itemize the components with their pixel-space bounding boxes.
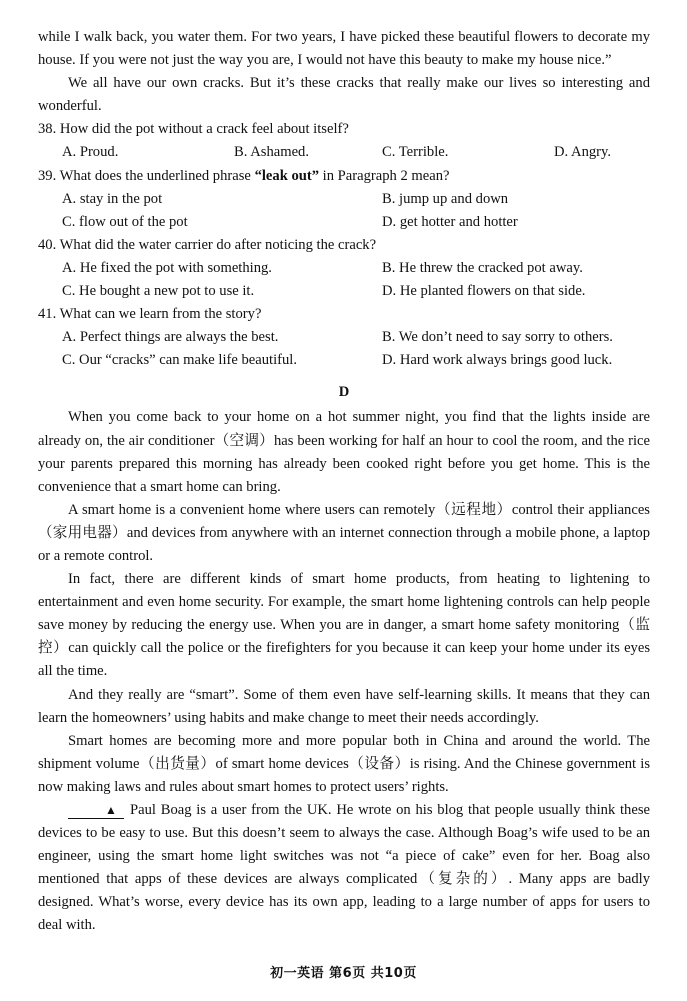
option-a: A. He fixed the pot with something.	[62, 259, 272, 276]
stem-after: in Paragraph 2 mean?	[319, 167, 450, 184]
stem-phrase: “leak out”	[254, 167, 320, 184]
option-a: A. Perfect things are always the best.	[62, 329, 279, 346]
option-c: C. He bought a new pot to use it.	[62, 283, 255, 300]
option-d: D. Angry.	[554, 144, 612, 161]
question-stem	[38, 165, 650, 188]
paragraph-1: When you come back to your home on a hot summer night, you find that the lights inside are already on, the air conditioner（空调）has been working for half an hour to cool the room, and the rice your parents prepared this morning has already been cooked right before you get home. This is the convenience that a smart home can bring.	[38, 409, 650, 495]
question-stem: 40. What did the water carrier do after noticing the crack?	[38, 236, 377, 253]
option-b: B. jump up and down	[382, 190, 509, 207]
paragraph-5: Smart homes are becoming more and more popular both in China and around the world. The shipment volume（出货量）of smart home devices（设备）is rising. And the Chinese government is now making laws and rules about smart homes to protect users’ rights.	[38, 732, 650, 795]
paragraph-6	[38, 799, 650, 938]
exam-page	[38, 26, 650, 938]
option-b: B. We don’t need to say sorry to others.	[382, 329, 613, 346]
question-39	[38, 165, 650, 234]
section-title: D	[338, 384, 350, 401]
paragraph-3: In fact, there are different kinds of smart home products, from heating to lightening to entertainment and even home security. For example, the smart home lightening controls can help people save money by reducing the energy use. When you are in danger, a smart home safety monitoring（监控）can quickly call the police or the firefighters for you because it can keep your home under its eyes all the time.	[38, 571, 650, 680]
question-40	[38, 234, 650, 303]
paragraph-6-text: Paul Boag is a user from the UK. He wrote on his blog that people usually think these devices to be easy to use. But this doesn’t seem to always the case. Although Boag’s wife used to be an engineer, using the smart home light switches was not “a piece of cake” even for her. Boag also mentioned that apps of these devices are always complicated（复杂的）. Many apps are badly designed. What’s worse, every device has its own app, leading to a large number of apps for users to deal with.	[38, 802, 650, 934]
stem-before: 39. What does the underlined phrase	[38, 167, 255, 184]
option-a: A. stay in the pot	[62, 190, 163, 207]
option-a: A. Proud.	[62, 144, 119, 161]
question-41	[38, 303, 650, 372]
question-stem: 38. How did the pot without a crack feel about itself?	[38, 121, 349, 138]
options-row	[38, 326, 650, 349]
option-b: B. He threw the cracked pot away.	[382, 259, 583, 276]
options-row	[38, 257, 650, 280]
question-38	[38, 118, 650, 164]
option-c: C. Terrible.	[382, 144, 449, 161]
option-d: D. He planted flowers on that side.	[382, 283, 586, 300]
options-row	[38, 188, 650, 211]
option-c: C. flow out of the pot	[62, 213, 188, 230]
answer-blank[interactable]: ▲	[68, 802, 124, 819]
option-c: C. Our “cracks” can make life beautiful.	[62, 352, 298, 369]
passage-c-ending: while I walk back, you water them. For two years, I have picked these beautiful flowers to decorate my house. If you were not just the way you are, I would not have this beauty to make my house nice.”	[38, 29, 650, 69]
question-stem: 41. What can we learn from the story?	[38, 306, 262, 323]
paragraph-2: A smart home is a convenient home where users can remotely（远程地）control their appliances（家用电器）and devices from anywhere with an internet connection through a mobile phone, a laptop or a remote control.	[38, 501, 650, 564]
options-row	[38, 280, 650, 303]
options-row	[38, 141, 650, 164]
option-d: D. Hard work always brings good luck.	[382, 352, 613, 369]
passage-c-moral: We all have our own cracks. But it’s these cracks that really make our lives so interesting and wonderful.	[38, 75, 650, 115]
option-d: D. get hotter and hotter	[382, 213, 518, 230]
page-footer: 初一英语 第6页 共10页	[270, 966, 417, 981]
option-b: B. Ashamed.	[234, 144, 309, 161]
paragraph-4: And they really are “smart”. Some of them even have self-learning skills. It means that they can learn the homeowners’ using habits and make change to meet their needs accordingly.	[38, 686, 650, 726]
options-row	[38, 349, 650, 372]
options-row	[38, 211, 650, 234]
